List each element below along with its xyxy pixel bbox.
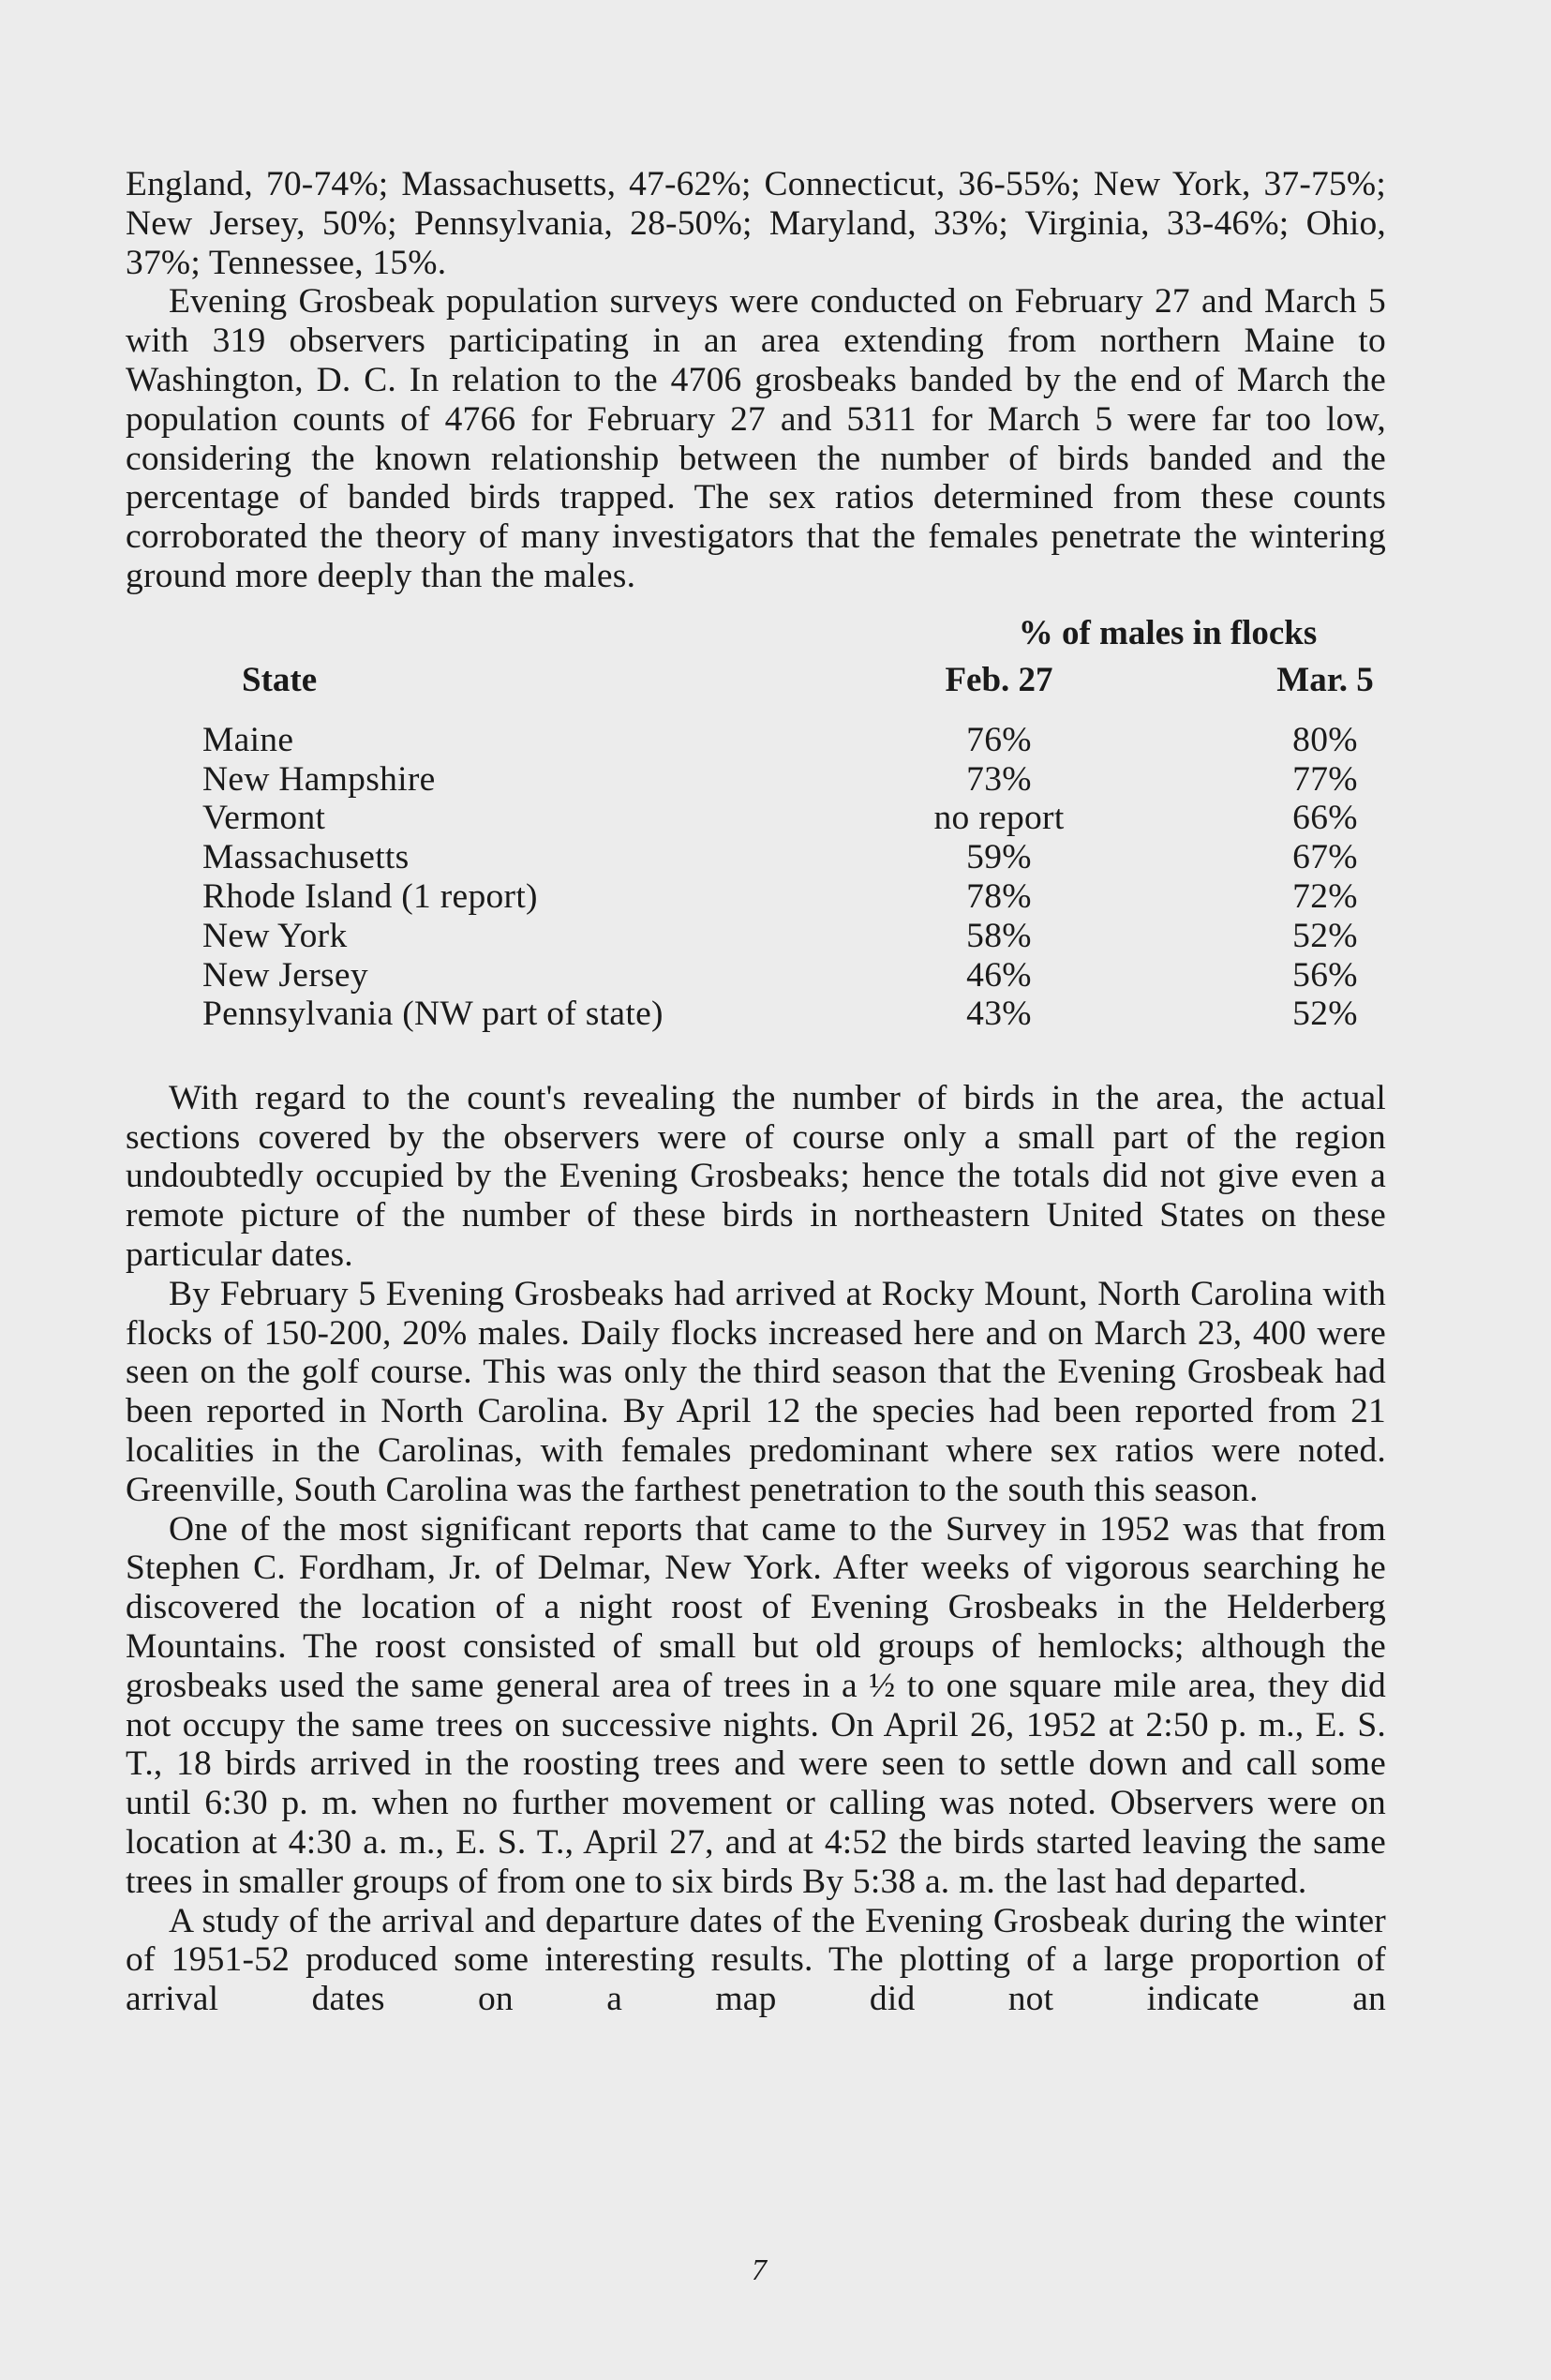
- state-name: Massachusetts: [202, 838, 410, 877]
- feb-value: 46%: [966, 955, 1032, 995]
- table-row: [202, 799, 1421, 838]
- table-row: [202, 721, 1421, 760]
- table-header-mar: Mar. 5: [1276, 660, 1374, 699]
- mar-value: 56%: [1292, 955, 1358, 995]
- mar-value: 67%: [1292, 838, 1358, 877]
- mar-value: 66%: [1292, 799, 1358, 838]
- table-row: [202, 760, 1421, 800]
- mar-value: 72%: [1292, 876, 1358, 916]
- mar-value: 77%: [1292, 759, 1358, 799]
- table-row: [202, 877, 1421, 917]
- state-name: Vermont: [202, 799, 326, 838]
- state-name: New Hampshire: [202, 759, 436, 799]
- mar-value: 52%: [1292, 995, 1358, 1034]
- table-row: [202, 956, 1421, 995]
- paragraph-north-carolina: By February 5 Evening Grosbeaks had arrived at Rocky Mount, North Carolina with flocks of 150-200, 20% males. Daily flocks increased here and on March 23, 400 were seen on the golf course. This was only the third season that the Evening Grosbeak had been reported in North Carolina. By April 12 the species had been reported from 21 localities in the Carolinas, with females predominant where sex ratios were noted. Greenville, South Carolina was the farthest penetration to the south this season.: [126, 1274, 1386, 1509]
- feb-value: 43%: [966, 995, 1032, 1034]
- state-name: Pennsylvania (NW part of state): [202, 995, 664, 1034]
- table-body: [202, 721, 1421, 1034]
- feb-value: no report: [933, 799, 1065, 838]
- table-row: [202, 917, 1421, 956]
- state-name: Maine: [202, 720, 294, 759]
- mar-value: 80%: [1292, 720, 1358, 759]
- mar-value: 52%: [1292, 916, 1358, 955]
- table-caption: % of males in flocks: [1018, 613, 1318, 652]
- paragraph-state-percentages: England, 70-74%; Massachusetts, 47-62%; Connecticut, 36-55%; New York, 37-75%; New Jersey, 50%; Pennsylvania, 28-50%; Maryland, 33%; Virginia, 33-46%; Ohio, 37%; Tennessee, 15%.: [126, 165, 1386, 282]
- table-row: [202, 995, 1421, 1034]
- state-name: New Jersey: [202, 955, 368, 995]
- paragraph-population-surveys: Evening Grosbeak population surveys were conducted on February 27 and March 5 with 319 observers participating in an area extending from northern Maine to Washington, D. C. In relation to the 4706 grosbeaks banded by the end of March the population counts of 4766 for February 27 and 5311 for March 5 were far too low, considering the known relationship between the number of birds banded and the percentage of banded birds trapped. The sex ratios determined from these counts corroborated the theory of many investigators that the females penetrate the wintering ground more deeply than the males.: [126, 282, 1386, 595]
- state-name: New York: [202, 916, 348, 955]
- paragraph-night-roost: One of the most significant reports that came to the Survey in 1952 was that from Stephen C. Fordham, Jr. of Delmar, New York. After weeks of vigorous searching he discovered the location of a night roost of Evening Grosbeaks in the Helderberg Mountains. The roost consisted of small but old groups of hemlocks; although the grosbeaks used the same general area of trees in a ½ to one square mile area, they did not occupy the same trees on successive nights. On April 26, 1952 at 2:50 p. m., E. S. T., 18 birds arrived in the roosting trees and were seen to settle down and call some until 6:30 p. m. when no further movement or calling was noted. Observers were on location at 4:30 a. m., E. S. T., April 27, and at 4:52 the birds started leaving the same trees in smaller groups of from one to six birds By 5:38 a. m. the last had departed.: [126, 1509, 1386, 1901]
- feb-value: 76%: [966, 720, 1032, 759]
- page-content: [126, 165, 1386, 2019]
- paragraph-count-coverage: With regard to the count's revealing the number of birds in the area, the actual sections covered by the observers were of course only a small part of the region undoubtedly occupied by the Evening Grosbeaks; hence the totals did not give even a remote picture of the number of these birds in northeastern United States on these particular dates.: [126, 1078, 1386, 1274]
- table-header-feb: Feb. 27: [945, 660, 1053, 699]
- table-row: [202, 838, 1421, 877]
- feb-value: 59%: [966, 838, 1032, 877]
- state-name: Rhode Island (1 report): [202, 876, 538, 916]
- feb-value: 73%: [966, 759, 1032, 799]
- males-in-flocks-table: [126, 614, 1386, 1055]
- feb-value: 78%: [966, 876, 1032, 916]
- paragraph-arrival-departure: A study of the arrival and departure dates of the Evening Grosbeak during the winter of 1951-52 produced some interesting results. The plotting of a large proportion of arrival dates on a map did not indicate an: [126, 1901, 1386, 2019]
- feb-value: 58%: [966, 916, 1032, 955]
- page-number: 7: [752, 2253, 767, 2286]
- table-header-state: State: [242, 660, 318, 699]
